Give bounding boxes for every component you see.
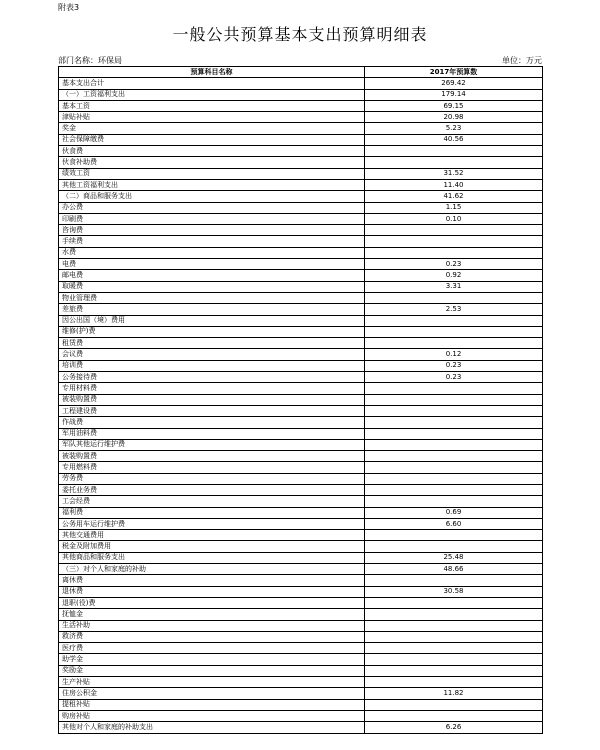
- table-row: [59, 564, 543, 575]
- row-budget-value: 6.26: [365, 722, 543, 733]
- table-row: [59, 417, 543, 428]
- table-row: [59, 620, 543, 631]
- row-category-name: 其他工资福利支出: [59, 179, 365, 190]
- header-category: 预算科目名称: [59, 67, 365, 78]
- row-category-name: 培训费: [59, 360, 365, 371]
- row-category-name: 奖金: [59, 123, 365, 134]
- table-row: [59, 157, 543, 168]
- row-budget-value: 0.12: [365, 349, 543, 360]
- table-row: [59, 394, 543, 405]
- row-budget-value: 1.15: [365, 202, 543, 213]
- page-title: 一般公共预算基本支出预算明细表: [172, 25, 428, 44]
- row-category-name: 住房公积金: [59, 688, 365, 699]
- row-budget-value: 0.23: [365, 259, 543, 270]
- row-category-name: 电费: [59, 259, 365, 270]
- row-budget-value: [365, 530, 543, 541]
- table-row: [59, 259, 543, 270]
- table-row: [59, 146, 543, 157]
- table-row: [59, 631, 543, 642]
- table-row: [59, 281, 543, 292]
- table-row: [59, 304, 543, 315]
- table-row: [59, 225, 543, 236]
- row-budget-value: 2.53: [365, 304, 543, 315]
- row-category-name: 津贴补贴: [59, 112, 365, 123]
- row-category-name: 社会保障缴费: [59, 134, 365, 145]
- row-category-name: 购房补贴: [59, 710, 365, 721]
- row-category-name: 其他交通费用: [59, 530, 365, 541]
- row-budget-value: 0.69: [365, 507, 543, 518]
- row-budget-value: 0.23: [365, 360, 543, 371]
- row-category-name: 委托业务费: [59, 484, 365, 495]
- row-budget-value: 25.48: [365, 552, 543, 563]
- table-row: [59, 722, 543, 733]
- row-category-name: 差旅费: [59, 304, 365, 315]
- table-row: [59, 191, 543, 202]
- row-category-name: 医疗费: [59, 643, 365, 654]
- table-row: [59, 247, 543, 258]
- row-budget-value: [365, 157, 543, 168]
- row-category-name: 基本支出合计: [59, 78, 365, 89]
- row-category-name: 退休费: [59, 586, 365, 597]
- row-category-name: 基本工资: [59, 100, 365, 111]
- row-budget-value: [365, 541, 543, 552]
- row-category-name: 邮电费: [59, 270, 365, 281]
- table-row: [59, 688, 543, 699]
- row-budget-value: [365, 484, 543, 495]
- row-budget-value: 5.23: [365, 123, 543, 134]
- table-row: [59, 654, 543, 665]
- table-row: [59, 168, 543, 179]
- row-category-name: 取暖费: [59, 281, 365, 292]
- row-budget-value: [365, 439, 543, 450]
- table-row: [59, 552, 543, 563]
- table-row: [59, 643, 543, 654]
- row-category-name: 离休费: [59, 575, 365, 586]
- row-category-name: 会议费: [59, 349, 365, 360]
- row-budget-value: 11.40: [365, 179, 543, 190]
- table-header-row: [59, 67, 543, 78]
- table-row: [59, 89, 543, 100]
- row-budget-value: 11.82: [365, 688, 543, 699]
- table-row: [59, 507, 543, 518]
- table-row: [59, 710, 543, 721]
- row-category-name: 维修(护)费: [59, 326, 365, 337]
- row-budget-value: [365, 620, 543, 631]
- row-budget-value: 179.14: [365, 89, 543, 100]
- table-row: [59, 462, 543, 473]
- table-row: [59, 586, 543, 597]
- row-budget-value: [365, 609, 543, 620]
- row-category-name: 因公出国（境）费用: [59, 315, 365, 326]
- row-budget-value: [365, 575, 543, 586]
- row-budget-value: [365, 462, 543, 473]
- row-category-name: 办公费: [59, 202, 365, 213]
- row-category-name: 其他对个人和家庭的补助支出: [59, 722, 365, 733]
- row-budget-value: 0.23: [365, 372, 543, 383]
- table-row: [59, 530, 543, 541]
- row-budget-value: 31.52: [365, 168, 543, 179]
- table-row: [59, 236, 543, 247]
- row-category-name: 福利费: [59, 507, 365, 518]
- row-category-name: 被装购置费: [59, 394, 365, 405]
- row-budget-value: 41.62: [365, 191, 543, 202]
- table-row: [59, 518, 543, 529]
- row-category-name: 印刷费: [59, 213, 365, 224]
- row-category-name: 专用材料费: [59, 383, 365, 394]
- table-row: [59, 372, 543, 383]
- row-category-name: （三）对个人和家庭的补助: [59, 564, 365, 575]
- table-row: [59, 473, 543, 484]
- row-budget-value: [365, 146, 543, 157]
- row-category-name: 绩效工资: [59, 168, 365, 179]
- row-category-name: 租赁费: [59, 338, 365, 349]
- table-row: [59, 202, 543, 213]
- row-category-name: 伙食补助费: [59, 157, 365, 168]
- row-budget-value: [365, 428, 543, 439]
- row-budget-value: [365, 665, 543, 676]
- row-budget-value: [365, 451, 543, 462]
- table-row: [59, 677, 543, 688]
- row-category-name: 公务接待费: [59, 372, 365, 383]
- table-row: [59, 597, 543, 608]
- row-budget-value: 40.56: [365, 134, 543, 145]
- row-category-name: 提租补贴: [59, 699, 365, 710]
- row-category-name: 伙食费: [59, 146, 365, 157]
- table-row: [59, 439, 543, 450]
- row-budget-value: [365, 394, 543, 405]
- row-budget-value: [365, 654, 543, 665]
- table-row: [59, 405, 543, 416]
- row-category-name: 专用燃料费: [59, 462, 365, 473]
- table-row: [59, 338, 543, 349]
- row-budget-value: [365, 405, 543, 416]
- row-budget-value: [365, 699, 543, 710]
- row-category-name: 公务用车运行维护费: [59, 518, 365, 529]
- row-budget-value: [365, 417, 543, 428]
- row-category-name: 生活补助: [59, 620, 365, 631]
- row-budget-value: 6.60: [365, 518, 543, 529]
- row-budget-value: [365, 225, 543, 236]
- row-budget-value: [365, 338, 543, 349]
- table-row: [59, 112, 543, 123]
- row-budget-value: 0.92: [365, 270, 543, 281]
- row-category-name: 咨询费: [59, 225, 365, 236]
- row-budget-value: [365, 315, 543, 326]
- attachment-label: 附表3: [58, 3, 80, 12]
- row-budget-value: [365, 677, 543, 688]
- table-row: [59, 665, 543, 676]
- row-budget-value: [365, 643, 543, 654]
- budget-table: [58, 66, 543, 734]
- header-budget-2017: 2017年预算数: [365, 67, 543, 78]
- row-budget-value: [365, 292, 543, 303]
- table-row: [59, 349, 543, 360]
- row-category-name: 工会经费: [59, 496, 365, 507]
- row-category-name: 其他商品和服务支出: [59, 552, 365, 563]
- row-budget-value: 0.10: [365, 213, 543, 224]
- row-category-name: 物业管理费: [59, 292, 365, 303]
- row-budget-value: [365, 597, 543, 608]
- table-row: [59, 451, 543, 462]
- row-category-name: 手续费: [59, 236, 365, 247]
- row-category-name: 奖励金: [59, 665, 365, 676]
- row-category-name: 退职(役)费: [59, 597, 365, 608]
- row-category-name: 助学金: [59, 654, 365, 665]
- table-body: [59, 78, 543, 733]
- row-budget-value: [365, 710, 543, 721]
- row-category-name: 军用油料费: [59, 428, 365, 439]
- row-budget-value: [365, 247, 543, 258]
- table-row: [59, 360, 543, 371]
- row-category-name: （二）商品和服务支出: [59, 191, 365, 202]
- row-budget-value: 3.31: [365, 281, 543, 292]
- row-category-name: 救济费: [59, 631, 365, 642]
- row-budget-value: 269.42: [365, 78, 543, 89]
- row-category-name: 水费: [59, 247, 365, 258]
- table-row: [59, 134, 543, 145]
- table-row: [59, 270, 543, 281]
- row-category-name: （一）工资福利支出: [59, 89, 365, 100]
- table-row: [59, 100, 543, 111]
- row-budget-value: 48.66: [365, 564, 543, 575]
- table-row: [59, 699, 543, 710]
- row-budget-value: [365, 496, 543, 507]
- row-category-name: 抚恤金: [59, 609, 365, 620]
- row-category-name: 生产补贴: [59, 677, 365, 688]
- row-category-name: 作战费: [59, 417, 365, 428]
- row-category-name: 劳务费: [59, 473, 365, 484]
- table-row: [59, 609, 543, 620]
- table-row: [59, 541, 543, 552]
- row-budget-value: [365, 236, 543, 247]
- table-row: [59, 179, 543, 190]
- table-row: [59, 78, 543, 89]
- table-row: [59, 315, 543, 326]
- department-label: 部门名称：环保局: [58, 56, 122, 65]
- row-budget-value: [365, 326, 543, 337]
- table-row: [59, 292, 543, 303]
- row-budget-value: [365, 383, 543, 394]
- table-row: [59, 428, 543, 439]
- table-row: [59, 496, 543, 507]
- row-category-name: 军队其他运行维护费: [59, 439, 365, 450]
- table-row: [59, 326, 543, 337]
- table-row: [59, 383, 543, 394]
- table-row: [59, 575, 543, 586]
- row-budget-value: [365, 631, 543, 642]
- unit-label: 单位：万元: [502, 56, 542, 65]
- row-budget-value: 69.15: [365, 100, 543, 111]
- row-budget-value: 20.98: [365, 112, 543, 123]
- row-category-name: 被装购置费: [59, 451, 365, 462]
- table-row: [59, 213, 543, 224]
- row-budget-value: [365, 473, 543, 484]
- table-row: [59, 123, 543, 134]
- table-row: [59, 484, 543, 495]
- row-category-name: 税金及附加费用: [59, 541, 365, 552]
- row-category-name: 工程建设费: [59, 405, 365, 416]
- row-budget-value: 30.58: [365, 586, 543, 597]
